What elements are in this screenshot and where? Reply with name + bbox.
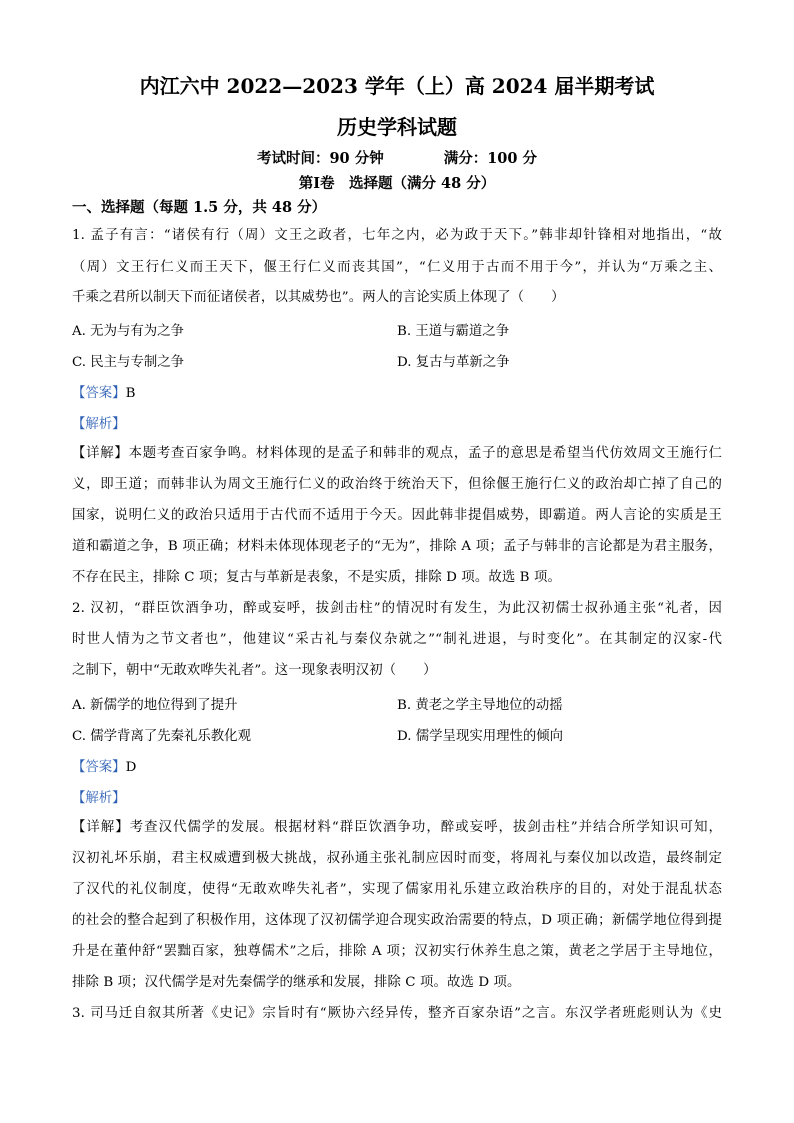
q1-option-c: C. 民主与专制之争 — [72, 355, 185, 370]
q2-stem-line: 2. 汉初，“群臣饮酒争功，醉或妄呼，拔剑击柱”的情况时有发生，为此汉初儒士叔孙通主张“礼者，因 — [72, 601, 722, 616]
section-heading: 一、选择题（每题 1.5 分，共 48 分） — [72, 199, 327, 216]
q2-detail-line: 排除 B 项；汉代儒学是对先秦儒学的继承和发展，排除 C 项。故选 D 项。 — [72, 975, 521, 990]
q1-answer — [72, 382, 135, 401]
q2-analysis-tag: 【解析】 — [72, 791, 126, 806]
subject-title: 历史学科试题 — [337, 115, 457, 139]
answer-value: D — [125, 760, 137, 775]
q1-option-a: A. 无为与有为之争 — [72, 324, 184, 339]
full-score: 满分：100 分 — [443, 150, 538, 167]
q1-stem-line: 1. 孟子有言：“诸侯有行（周）文王之政者，七年之内，必为政于天下。”韩非却针锋相对地指出，“故 — [72, 228, 722, 243]
q1-detail-line: 不存在民主，排除 C 项；复古与革新是表象，不是实质，排除 D 项。故选 B 项。 — [72, 570, 561, 585]
q2-detail-line: 的社会的整合起到了积极作用，这体现了汉初儒学迎合现实政治需要的特点，D 项正确；新儒学地位得到提 — [72, 913, 722, 928]
detail-text: 考查汉代儒学的发展。根据材料“群臣饮酒争功，醉或妄呼，拔剑击柱”并结合所学知识可知， — [129, 820, 722, 835]
q2-option-a: A. 新儒学的地位得到了提升 — [72, 698, 238, 713]
q2-detail-line: 升是在董仲舒“罢黜百家，独尊儒术”之后，排除 A 项；汉初实行休养生息之策，黄老之学居于主导地位， — [72, 944, 722, 959]
exam-meta — [0, 147, 794, 168]
answer-tag: 【答案】 — [72, 386, 126, 401]
q1-stem-line: 千乘之君所以制天下而征诸侯者，以其威势也”。两人的言论实质上体现了（ ） — [72, 290, 565, 305]
q2-option-c: C. 儒学背离了先秦礼乐教化观 — [72, 729, 251, 744]
q2-option-b: B. 黄老之学主导地位的动摇 — [397, 698, 563, 713]
q1-detail-line: 国家，说明仁义的政治只适用于古代而不适用于今天。因此韩非提倡威势，即霸道。两人言论的实质是王 — [72, 508, 722, 523]
q1-stem-line: （周）文王行仁义而王天下，偃王行仁义而丧其国”，“仁义用于古而不用于今”，并认为“万乘之主、 — [72, 260, 722, 275]
q2-answer — [72, 756, 136, 775]
q1-analysis-tag: 【解析】 — [72, 417, 126, 432]
q2-detail-line: 了汉代的礼仪制度，使得“无敢欢哗失礼者”，实现了儒家用礼乐建立政治秩序的目的，对处于混乱状态 — [72, 882, 722, 897]
part-heading: 第Ⅰ卷 选择题（满分 48 分） — [298, 175, 496, 192]
q2-option-d: D. 儒学呈现实用理性的倾向 — [397, 729, 564, 744]
q1-detail-line: 义，即王道；而韩非认为周文王施行仁义的政治终于统治天下，但徐偃王施行仁义的政治却亡掉了自己的 — [72, 477, 722, 492]
detail-tag: 【详解】 — [72, 446, 129, 461]
q2-stem-line: 之制下，朝中“无敢欢哗失礼者”。这一现象表明汉初（ ） — [72, 663, 437, 678]
q3-stem-line: 3. 司马迁自叙其所著《史记》宗旨时有“厥协六经异传，整齐百家杂语”之言。东汉学者班彪则认为《史 — [72, 1006, 722, 1021]
exam-time: 考试时间：90 分钟 — [256, 150, 384, 167]
q2-detail-line — [72, 818, 722, 838]
detail-text: 本题考查百家争鸣。材料体现的是孟子和韩非的观点，孟子的意思是希望当代仿效周文王施行仁 — [128, 446, 722, 461]
q2-detail-line: 汉初礼坏乐崩，君主权威遭到极大挑战，叔孙通主张礼制应因时而变，将周礼与秦仪加以改造，最终制定 — [72, 851, 722, 866]
answer-value: B — [125, 386, 136, 401]
q1-option-d: D. 复古与革新之争 — [397, 355, 510, 370]
answer-tag: 【答案】 — [72, 760, 126, 775]
q2-stem-line: 时世人情为之节文者也”，他建议“采古礼与秦仪杂就之”“制礼进退，与时变化”。在其制定的汉家-代 — [72, 632, 722, 647]
q1-option-b: B. 王道与霸道之争 — [397, 324, 510, 339]
exam-title: 内江六中 2022—2023 学年（上）高 2024 届半期考试 — [139, 74, 655, 98]
q1-detail-line: 道和霸道之争，B 项正确；材料未体现体现老子的“无为”，排除 A 项；孟子与韩非的言论都是为君主服务， — [72, 539, 722, 554]
q1-detail-line — [72, 444, 722, 464]
detail-tag: 【详解】 — [72, 820, 130, 835]
